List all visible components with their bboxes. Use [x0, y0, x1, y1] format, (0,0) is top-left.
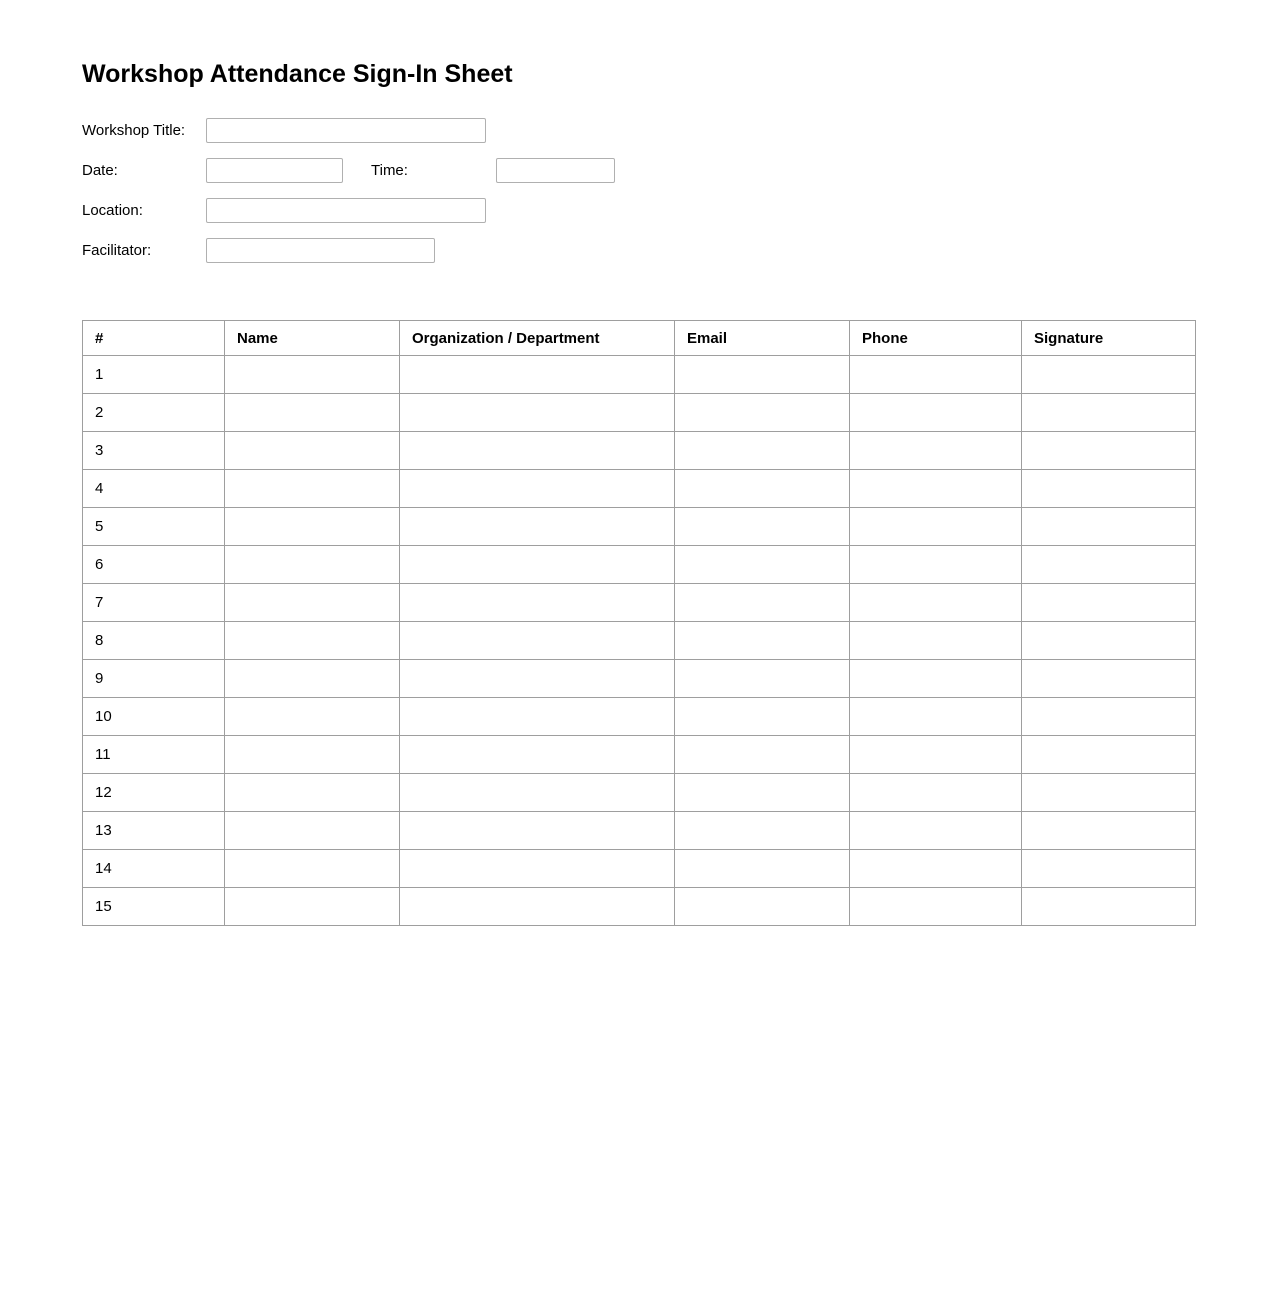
date-time-row [82, 158, 1278, 183]
facilitator-row [82, 238, 1278, 263]
attendance-table [82, 320, 1196, 926]
email-cell [675, 394, 850, 432]
email-cell [675, 546, 850, 584]
email-cell [675, 888, 850, 926]
name-cell [225, 698, 400, 736]
name-cell [225, 736, 400, 774]
name-cell [225, 812, 400, 850]
table-row [83, 812, 1196, 850]
table-row [83, 622, 1196, 660]
name-cell [225, 546, 400, 584]
signature-cell [1022, 470, 1196, 508]
name-cell [225, 660, 400, 698]
attendance-table-body [83, 356, 1196, 926]
name-cell [225, 850, 400, 888]
time-label: Time: [371, 162, 408, 179]
table-row [83, 546, 1196, 584]
phone-cell [850, 622, 1022, 660]
row-number-cell: 1 [83, 356, 225, 394]
table-row [83, 356, 1196, 394]
attendance-table-header [83, 321, 1196, 356]
table-row [83, 888, 1196, 926]
name-cell [225, 470, 400, 508]
table-row [83, 774, 1196, 812]
email-cell [675, 774, 850, 812]
name-cell [225, 356, 400, 394]
signature-cell [1022, 394, 1196, 432]
phone-cell [850, 774, 1022, 812]
name-cell [225, 432, 400, 470]
organization-cell [400, 812, 675, 850]
organization-cell [400, 774, 675, 812]
row-number-cell: 14 [83, 850, 225, 888]
email-cell [675, 356, 850, 394]
email-cell [675, 812, 850, 850]
date-label: Date: [82, 162, 118, 179]
facilitator-label: Facilitator: [82, 242, 152, 259]
email-cell [675, 622, 850, 660]
row-number-cell: 11 [83, 736, 225, 774]
organization-cell [400, 356, 675, 394]
signature-cell [1022, 432, 1196, 470]
email-cell [675, 850, 850, 888]
organization-cell [400, 888, 675, 926]
row-number-cell: 13 [83, 812, 225, 850]
row-number-cell: 4 [83, 470, 225, 508]
phone-cell [850, 432, 1022, 470]
signature-cell [1022, 698, 1196, 736]
row-number-cell: 12 [83, 774, 225, 812]
phone-cell [850, 888, 1022, 926]
organization-cell [400, 584, 675, 622]
table-row [83, 432, 1196, 470]
table-row [83, 660, 1196, 698]
signature-cell [1022, 850, 1196, 888]
table-row [83, 470, 1196, 508]
name-cell [225, 622, 400, 660]
email-cell [675, 432, 850, 470]
name-cell [225, 888, 400, 926]
column-header-number: # [83, 321, 225, 356]
email-cell [675, 470, 850, 508]
phone-cell [850, 660, 1022, 698]
email-cell [675, 508, 850, 546]
email-cell [675, 584, 850, 622]
location-input[interactable] [206, 198, 486, 223]
signature-cell [1022, 812, 1196, 850]
phone-cell [850, 470, 1022, 508]
row-number-cell: 9 [83, 660, 225, 698]
organization-cell [400, 622, 675, 660]
signature-cell [1022, 622, 1196, 660]
signature-cell [1022, 546, 1196, 584]
organization-cell [400, 660, 675, 698]
organization-cell [400, 850, 675, 888]
row-number-cell: 3 [83, 432, 225, 470]
organization-cell [400, 698, 675, 736]
table-row [83, 584, 1196, 622]
email-cell [675, 736, 850, 774]
email-cell [675, 698, 850, 736]
row-number-cell: 6 [83, 546, 225, 584]
workshop-title-label: Workshop Title: [82, 122, 186, 139]
workshop-title-input[interactable] [206, 118, 486, 143]
organization-cell [400, 546, 675, 584]
header-row [83, 321, 1196, 356]
phone-cell [850, 812, 1022, 850]
organization-cell [400, 508, 675, 546]
column-header-name: Name [225, 321, 400, 356]
name-cell [225, 508, 400, 546]
table-row [83, 850, 1196, 888]
workshop-title-row [82, 118, 1278, 143]
phone-cell [850, 546, 1022, 584]
organization-cell [400, 470, 675, 508]
column-header-signature: Signature [1022, 321, 1196, 356]
table-row [83, 508, 1196, 546]
row-number-cell: 8 [83, 622, 225, 660]
phone-cell [850, 584, 1022, 622]
signature-cell [1022, 584, 1196, 622]
workshop-info-form [82, 118, 1278, 263]
signature-cell [1022, 736, 1196, 774]
email-cell [675, 660, 850, 698]
row-number-cell: 5 [83, 508, 225, 546]
signature-cell [1022, 508, 1196, 546]
signature-cell [1022, 888, 1196, 926]
name-cell [225, 584, 400, 622]
location-label: Location: [82, 202, 143, 219]
date-input[interactable] [206, 158, 343, 183]
organization-cell [400, 432, 675, 470]
phone-cell [850, 356, 1022, 394]
table-row [83, 394, 1196, 432]
signature-cell [1022, 660, 1196, 698]
organization-cell [400, 736, 675, 774]
phone-cell [850, 508, 1022, 546]
page-title: Workshop Attendance Sign-In Sheet [82, 60, 513, 88]
location-row [82, 198, 1278, 223]
column-header-phone: Phone [850, 321, 1022, 356]
name-cell [225, 394, 400, 432]
row-number-cell: 2 [83, 394, 225, 432]
column-header-email: Email [675, 321, 850, 356]
row-number-cell: 10 [83, 698, 225, 736]
phone-cell [850, 698, 1022, 736]
facilitator-input[interactable] [206, 238, 435, 263]
organization-cell [400, 394, 675, 432]
table-row [83, 698, 1196, 736]
signature-cell [1022, 356, 1196, 394]
row-number-cell: 15 [83, 888, 225, 926]
time-input[interactable] [496, 158, 615, 183]
column-header-organization: Organization / Department [400, 321, 675, 356]
row-number-cell: 7 [83, 584, 225, 622]
signature-cell [1022, 774, 1196, 812]
phone-cell [850, 394, 1022, 432]
table-row [83, 736, 1196, 774]
phone-cell [850, 736, 1022, 774]
name-cell [225, 774, 400, 812]
phone-cell [850, 850, 1022, 888]
